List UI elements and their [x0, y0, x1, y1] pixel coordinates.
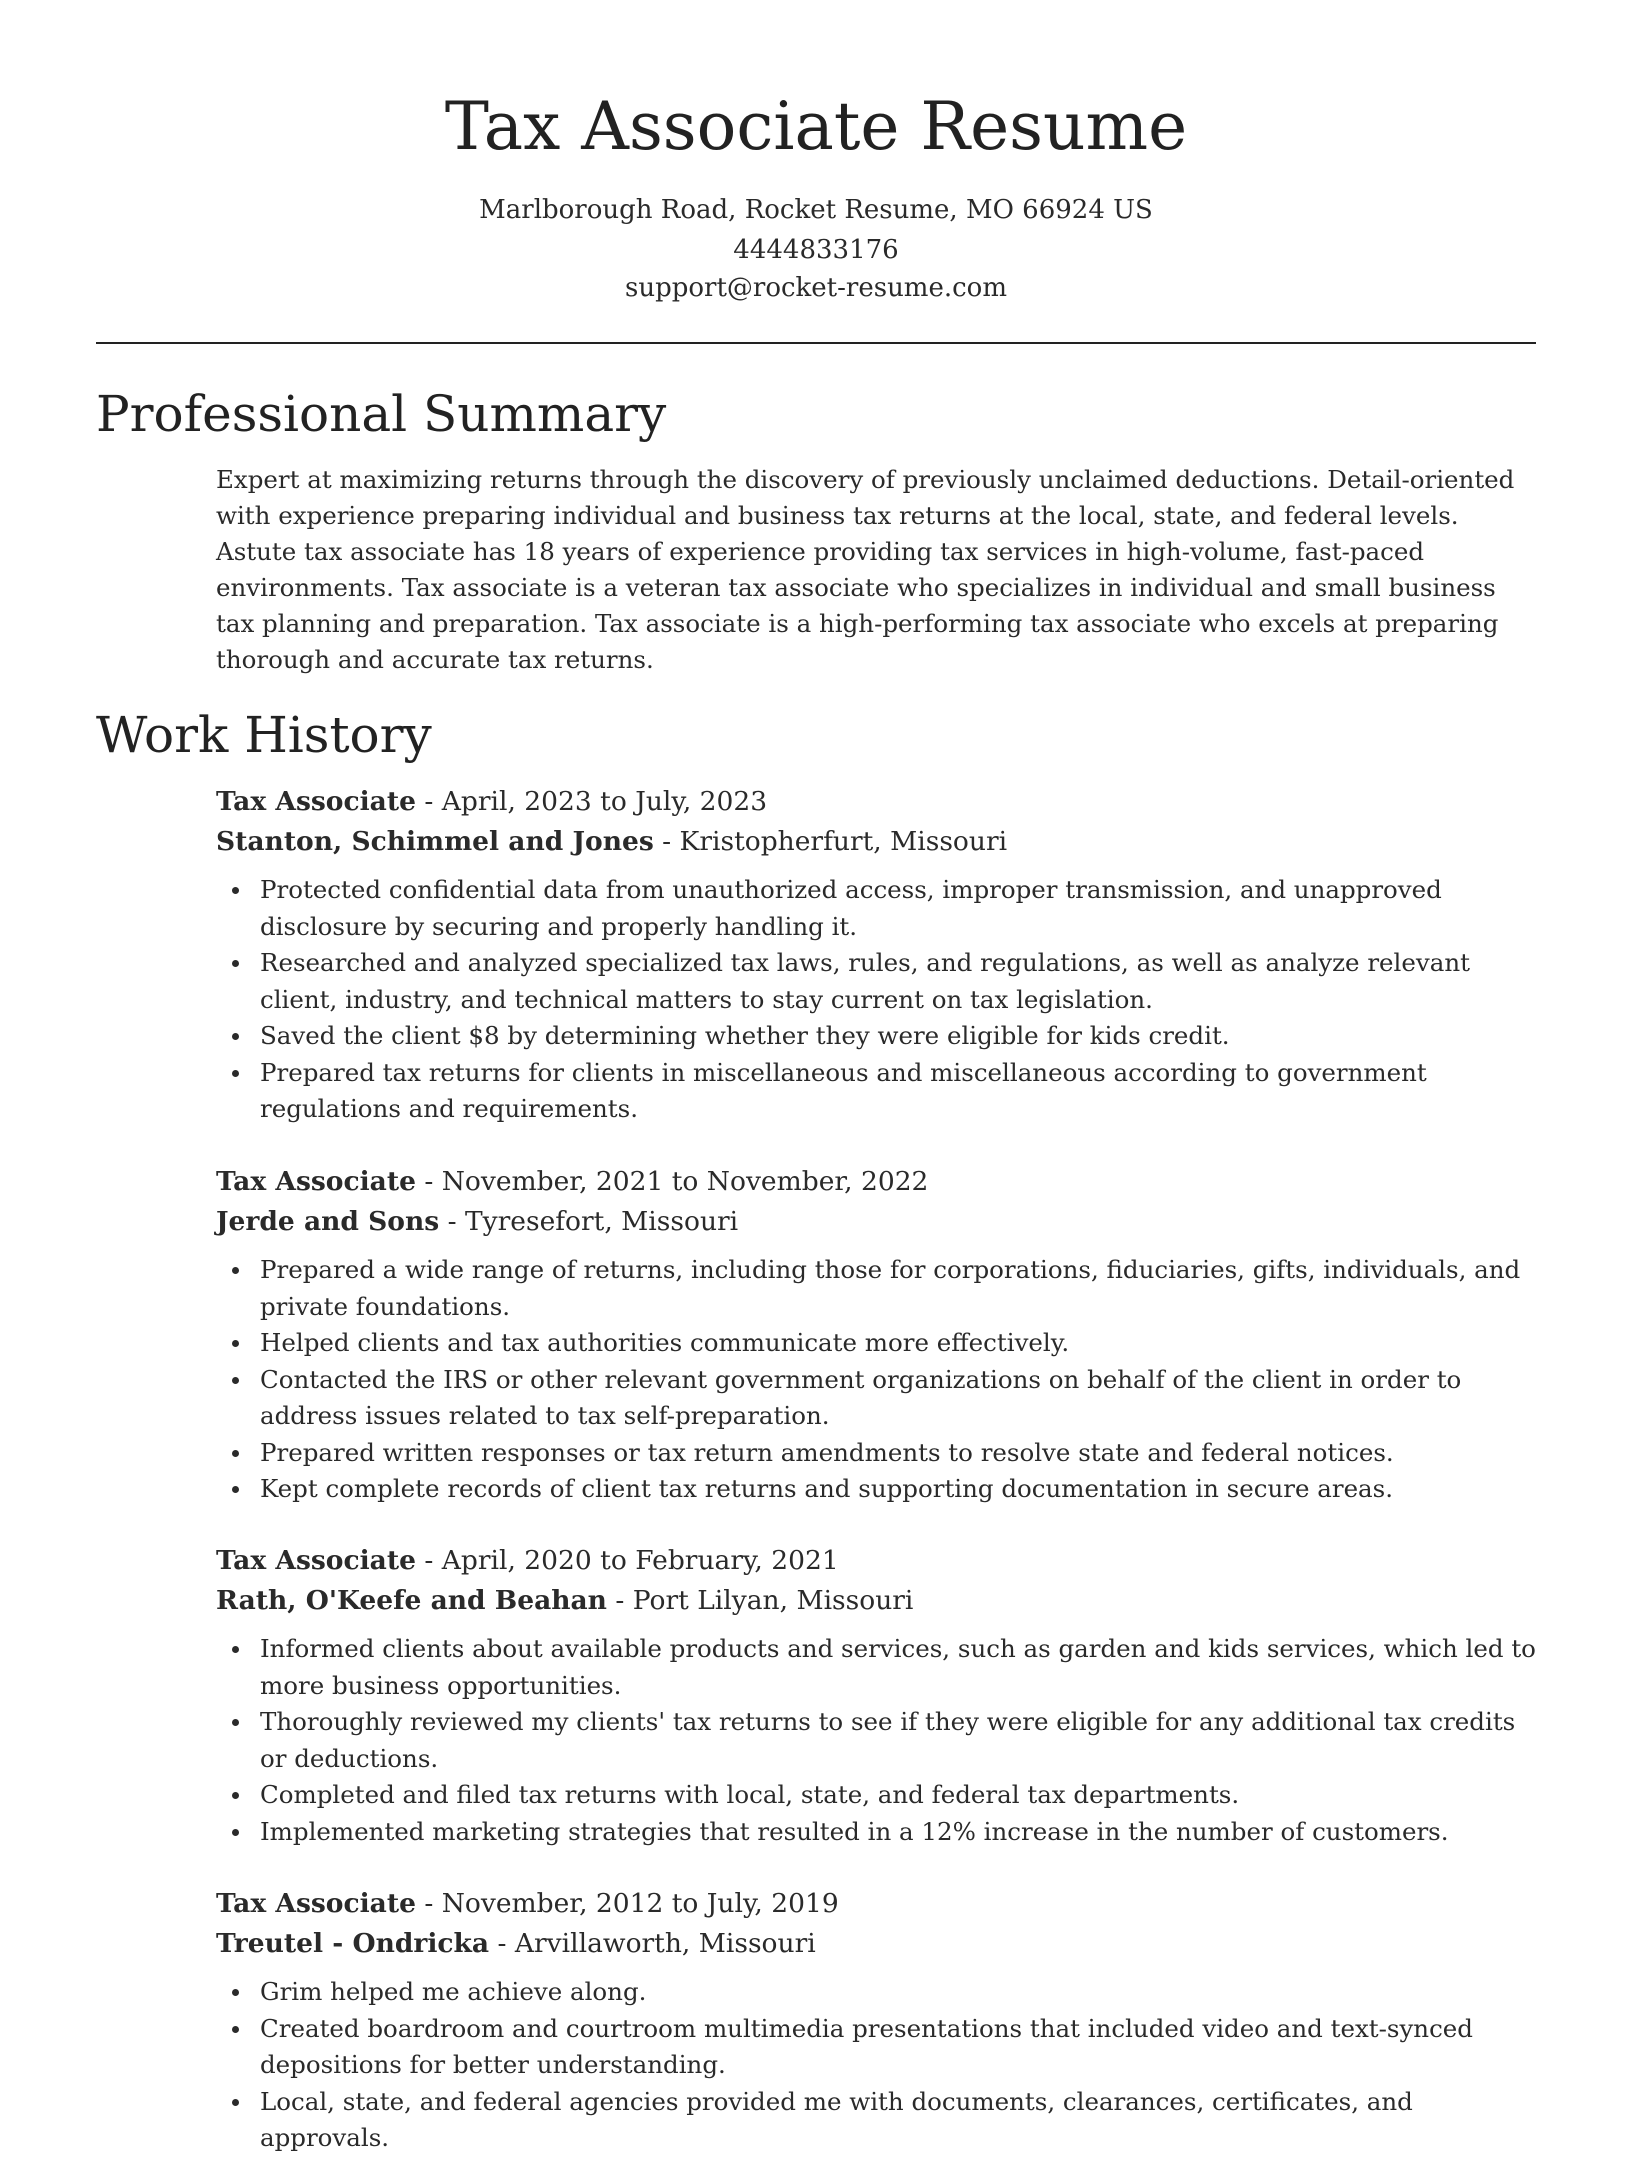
job-title: Tax Associate [216, 1888, 416, 1919]
job-bullet: Grim helped me achieve along. [216, 1974, 1536, 2011]
job-company: Stanton, Schimmel and Jones [216, 826, 654, 857]
job-dates: - April, 2020 to February, 2021 [415, 1545, 839, 1576]
job-entry [216, 782, 1536, 1128]
job-bullet: Local, state, and federal agencies provided me with documents, clearances, certificates, and approvals. [216, 2084, 1536, 2157]
job-company-line [216, 1581, 1536, 1621]
job-company-line [216, 1924, 1536, 1964]
job-title-line [216, 782, 1536, 822]
job-bullet: Contacted the IRS or other relevant government organizations on behalf of the client in order to address issues related to tax self-preparation. [216, 1362, 1536, 1435]
job-company: Rath, O'Keefe and Beahan [216, 1585, 607, 1616]
contact-address: Marlborough Road, Rocket Resume, MO 66924 US [479, 195, 1153, 225]
contact-email: support@rocket-resume.com [624, 273, 1007, 303]
job-entry [216, 1541, 1536, 1850]
job-location: - Kristopherfurt, Missouri [653, 826, 1008, 857]
job-bullet: Helped clients and tax authorities communicate more effectively. [216, 1325, 1536, 1362]
summary-heading: Professional Summary [96, 385, 667, 443]
job-bullets [216, 1252, 1536, 1508]
job-bullet: Saved the client $8 by determining whether they were eligible for kids credit. [216, 1018, 1536, 1055]
job-title-line [216, 1541, 1536, 1581]
header-divider [96, 342, 1536, 344]
job-bullets [216, 1974, 1536, 2157]
job-entry [216, 1162, 1536, 1508]
work-history-heading: Work History [96, 706, 432, 764]
job-company: Jerde and Sons [216, 1206, 440, 1237]
job-location: - Tyresefort, Missouri [439, 1206, 739, 1237]
job-dates: - April, 2023 to July, 2023 [415, 786, 768, 817]
job-title: Tax Associate [216, 786, 416, 817]
job-title-line [216, 1162, 1536, 1202]
job-bullet: Protected confidential data from unauthorized access, improper transmission, and unapproved disclosure by securing and properly handling it. [216, 872, 1536, 945]
job-bullets [216, 872, 1536, 1128]
job-dates: - November, 2012 to July, 2019 [415, 1888, 839, 1919]
job-bullet: Thoroughly reviewed my clients' tax returns to see if they were eligible for any additional tax credits or deductions. [216, 1704, 1536, 1777]
contact-phone: 4444833176 [733, 235, 899, 265]
job-dates: - November, 2021 to November, 2022 [415, 1166, 929, 1197]
job-bullet: Created boardroom and courtroom multimedia presentations that included video and text-synced depositions for better understanding. [216, 2011, 1536, 2084]
job-location: - Arvillaworth, Missouri [489, 1928, 816, 1959]
job-bullet: Informed clients about available products and services, such as garden and kids services, which led to more business opportunities. [216, 1631, 1536, 1704]
job-bullets [216, 1631, 1536, 1850]
job-entry [216, 1884, 1536, 2157]
job-bullet: Prepared a wide range of returns, including those for corporations, fiduciaries, gifts, individuals, and private foundations. [216, 1252, 1536, 1325]
job-title: Tax Associate [216, 1545, 416, 1576]
summary-text: Expert at maximizing returns through the discovery of previously unclaimed deductions. Detail-oriented with experience preparing individual and business tax returns at the local, state, and federal levels. Astute tax associate has 18 years of experience providing tax services in high-volume, fast-paced environments. Tax associate is a veteran tax associate who specializes in individual and small business tax planning and preparation. Tax associate is a high-performing tax associate who excels at preparing thorough and accurate tax returns. [216, 465, 1515, 674]
job-bullet: Implemented marketing strategies that resulted in a 12% increase in the number of customers. [216, 1814, 1536, 1851]
job-title-line [216, 1884, 1536, 1924]
job-company-line [216, 822, 1536, 862]
job-company-line [216, 1202, 1536, 1242]
job-bullet: Prepared tax returns for clients in miscellaneous and miscellaneous according to government regulations and requirements. [216, 1055, 1536, 1128]
job-title: Tax Associate [216, 1166, 416, 1197]
job-bullet: Prepared written responses or tax return amendments to resolve state and federal notices. [216, 1435, 1536, 1472]
job-bullet: Researched and analyzed specialized tax laws, rules, and regulations, as well as analyze relevant client, industry, and technical matters to stay current on tax legislation. [216, 945, 1536, 1018]
resume-title: Tax Associate Resume [444, 88, 1188, 165]
job-location: - Port Lilyan, Missouri [606, 1585, 914, 1616]
job-company: Treutel - Ondricka [216, 1928, 490, 1959]
job-bullet: Kept complete records of client tax returns and supporting documentation in secure areas. [216, 1471, 1536, 1508]
job-bullet: Completed and filed tax returns with local, state, and federal tax departments. [216, 1777, 1536, 1814]
